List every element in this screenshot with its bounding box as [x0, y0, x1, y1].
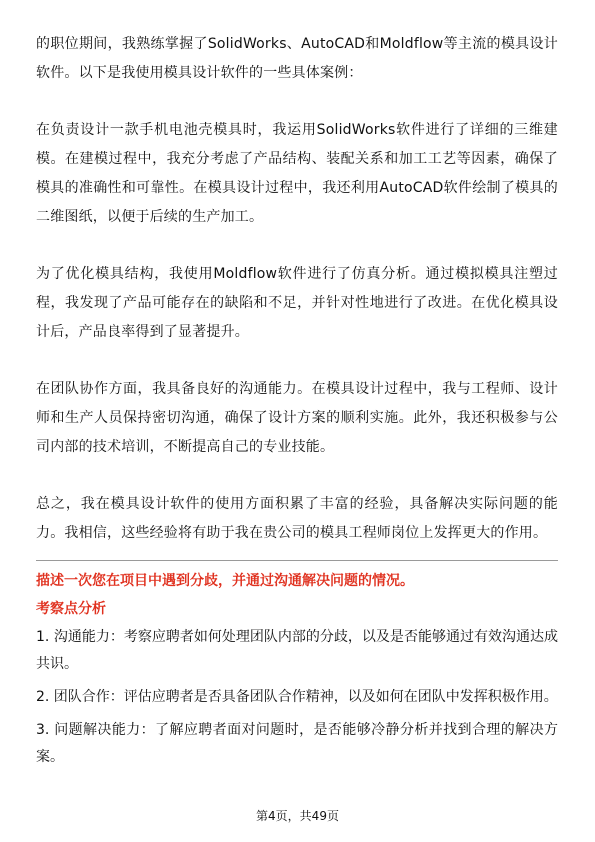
paragraph-conclusion: 总之，我在模具设计软件的使用方面积累了丰富的经验，具备解决实际问题的能力。我相信，这些经验将有助于我在贵公司的模具工程师岗位上发挥更大的作用。 — [36, 496, 558, 541]
analysis-item-problem-solving: 3. 问题解决能力：了解应聘者面对问题时，是否能够冷静分析并找到合理的解决方案。 — [36, 722, 558, 765]
section-divider — [36, 560, 558, 561]
page-footer: 第4页，共49页 — [256, 809, 339, 823]
question-title: 描述一次您在项目中遇到分歧，并通过沟通解决问题的情况。 — [36, 573, 414, 589]
analysis-item-communication: 1. 沟通能力：考察应聘者如何处理团队内部的分歧，以及是否能够通过有效沟通达成共识。 — [36, 629, 558, 672]
paragraph-intro: 的职位期间，我熟练掌握了SolidWorks、AutoCAD和Moldflow等主流的模具设计软件。以下是我使用模具设计软件的一些具体案例： — [36, 36, 558, 81]
body-text — [36, 30, 558, 576]
paragraph-case-solidworks: 在负责设计一款手机电池壳模具时，我运用SolidWorks软件进行了详细的三维建模。在建模过程中，我充分考虑了产品结构、装配关系和加工工艺等因素，确保了模具的准确性和可靠性。在模具设计过程中，我还利用AutoCAD软件绘制了模具的二维图纸，以便于后续的生产加工。 — [36, 122, 558, 225]
analysis-heading: 考察点分析 — [36, 601, 106, 617]
analysis-list — [36, 624, 558, 771]
analysis-item-teamwork: 2. 团队合作：评估应聘者是否具备团队合作精神，以及如何在团队中发挥积极作用。 — [36, 689, 558, 705]
paragraph-case-moldflow: 为了优化模具结构，我使用Moldflow软件进行了仿真分析。通过模拟模具注塑过程，我发现了产品可能存在的缺陷和不足，并针对性地进行了改进。在优化模具设计后，产品良率得到了显著提升。 — [36, 266, 558, 340]
paragraph-teamwork: 在团队协作方面，我具备良好的沟通能力。在模具设计过程中，我与工程师、设计师和生产人员保持密切沟通，确保了设计方案的顺利实施。此外，我还积极参与公司内部的技术培训，不断提高自己的专业技能。 — [36, 381, 558, 455]
interview-question-section — [36, 568, 558, 777]
